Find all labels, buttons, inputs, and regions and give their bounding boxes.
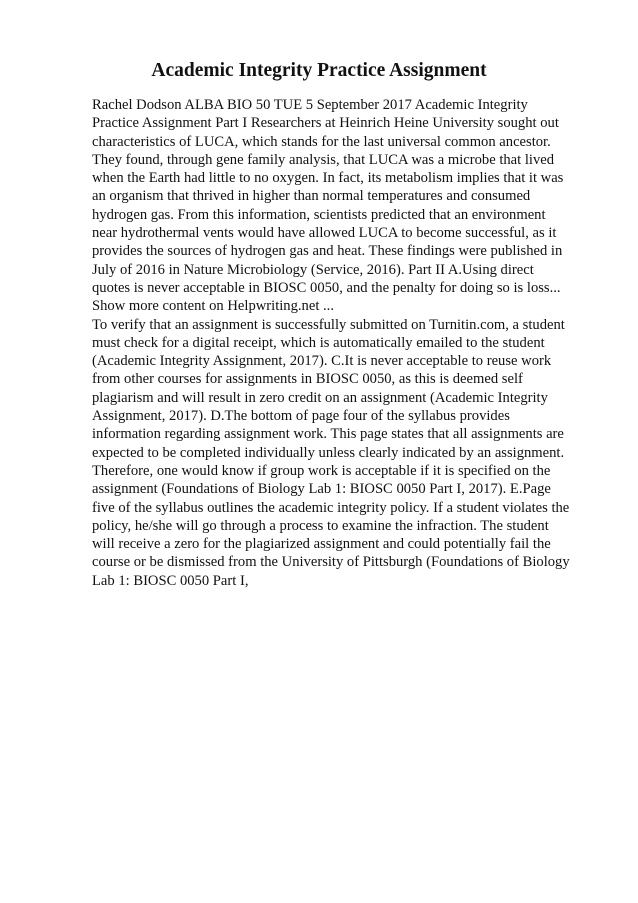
document-title: Academic Integrity Practice Assignment [151,60,487,81]
paragraph-2: To verify that an assignment is successfully submitted on Turnitin.com, a student must check for a digital receipt, which is automatically emailed to the student (Academic Integrity Assignment, 2017). C.It is never acceptable to reuse work from other courses for assignments in BIOSC 0050, as this is deemed self plagiarism and will result in zero credit on an assignment (Academic Integrity Assignment, 2017). D.The bottom of page four of the syllabus provides information regarding assignment work. This page states that all assignments are expected to be completed individually unless clearly indicated by an assignment. Therefore, one would know if group work is acceptable if it is specified on the assignment (Foundations of Biology Lab 1: BIOSC 0050 Part I, 2017). E.Page five of the syllabus outlines the academic integrity policy. If a student violates the policy, he/she will go through a process to examine the infraction. The student will receive a zero for the plagiarized assignment and could potentially fail the course or be dismissed from the University of Pittsburgh (Foundations of Biology Lab 1: BIOSC 0050 Part I, [92,316,570,589]
document-body [92,96,572,590]
paragraph-1: Rachel Dodson ALBA BIO 50 TUE 5 September 2017 Academic Integrity Practice Assignment Part I Researchers at Heinrich Heine University sought out characteristics of LUCA, which stands for the last universal common ancestor. They found, through gene family analysis, that LUCA was a microbe that lived when the Earth had little to no oxygen. In fact, its metabolism implies that it was an organism that thrived in higher than normal temperatures and consumed hydrogen gas. From this information, scientists predicted that an environment near hydrothermal vents would have allowed LUCA to become successful, as it provides the sources of hydrogen gas and heat. These findings were published in July of 2016 in Nature Microbiology (Service, 2016). Part II A.Using direct quotes is never acceptable in BIOSC 0050, and the penalty for doing so is loss... Show more content on Helpwriting.net ... [92,97,564,315]
